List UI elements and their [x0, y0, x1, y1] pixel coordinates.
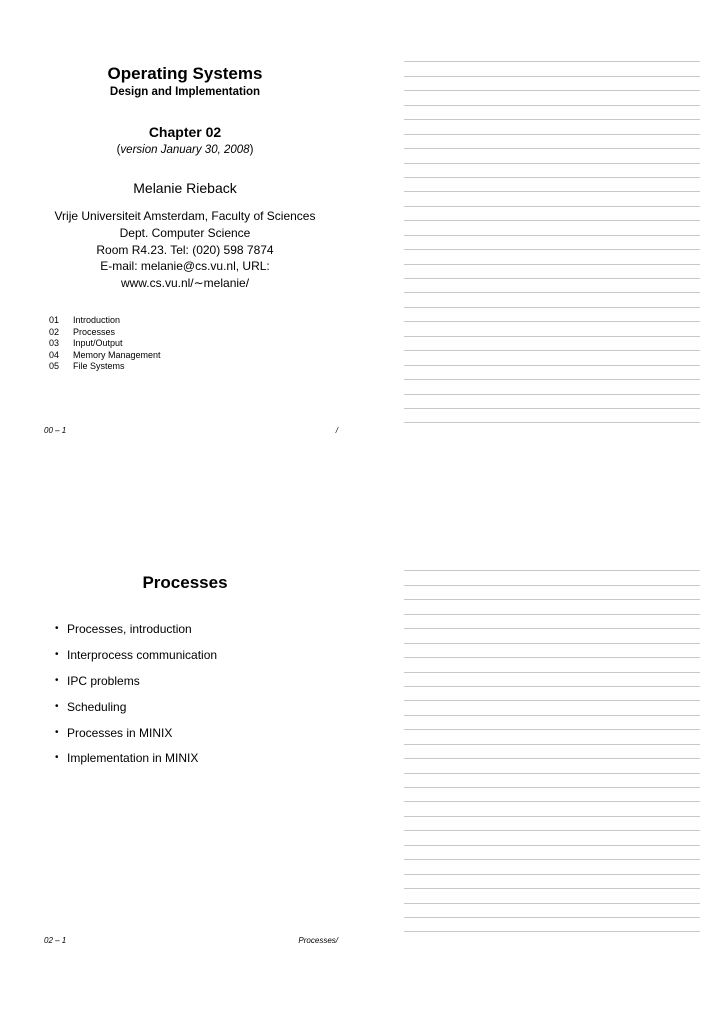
toc-label: Memory Management [73, 349, 161, 360]
bullet-text: Processes, introduction [67, 622, 192, 636]
list-item [55, 726, 217, 752]
note-line [404, 817, 700, 831]
bullet-icon: • [55, 726, 59, 738]
slide-footer-right: / [335, 426, 338, 435]
note-line [404, 265, 700, 279]
toc-item [49, 338, 161, 350]
note-line [404, 673, 700, 687]
note-line [404, 860, 700, 874]
note-line [404, 730, 700, 744]
toc-label: Introduction [73, 315, 121, 325]
note-line [404, 120, 700, 134]
slide-1 [0, 0, 380, 470]
version-close-paren: ) [249, 144, 254, 156]
slide-2 [0, 520, 380, 990]
note-line [404, 164, 700, 178]
note-line [404, 904, 700, 918]
note-line [404, 802, 700, 816]
note-line [404, 221, 700, 235]
note-line [404, 586, 700, 600]
bullet-icon: • [55, 700, 59, 712]
bullet-text: IPC problems [67, 673, 140, 688]
bullet-text: Implementation in MINIX [67, 751, 199, 766]
note-line [404, 788, 700, 802]
bullet-text: Processes in MINIX [67, 725, 173, 740]
note-line [404, 716, 700, 730]
list-item [55, 648, 217, 674]
bullet-icon: • [55, 648, 59, 660]
list-item [55, 751, 217, 777]
note-line [404, 615, 700, 629]
bullet-icon: • [55, 623, 59, 634]
note-line [404, 322, 700, 336]
note-line [404, 557, 700, 571]
note-line [404, 831, 700, 845]
note-line [404, 875, 700, 889]
slide-subtitle: Design and Implementation [109, 86, 261, 98]
note-line [404, 745, 700, 759]
list-item [55, 622, 217, 648]
toc-number: 05 [49, 361, 60, 371]
note-line [404, 366, 700, 380]
notes-lines-2 [404, 557, 700, 932]
note-line [404, 629, 700, 643]
version-text: version January 30, 2008 [120, 144, 250, 156]
note-line [404, 178, 700, 192]
list-item [55, 674, 217, 700]
note-line [404, 207, 700, 221]
affiliation-line: Room R4.23. Tel: (020) 598 7874 [96, 242, 274, 257]
note-line [404, 236, 700, 250]
toc-number: 01 [49, 315, 60, 325]
affiliation-line: Vrije Universiteit Amsterdam, Faculty of Sciences [54, 209, 316, 223]
toc-item [49, 361, 161, 373]
note-line [404, 380, 700, 394]
bullet-list [55, 622, 217, 777]
table-of-contents [49, 315, 161, 373]
affiliation-block [0, 208, 370, 292]
note-line [404, 337, 700, 351]
note-line [404, 308, 700, 322]
list-item [55, 700, 217, 726]
slide-footer-left: 02 – 1 [44, 936, 67, 945]
note-line [404, 918, 700, 932]
note-line [404, 846, 700, 860]
note-line [404, 351, 700, 365]
toc-label: Processes [73, 326, 116, 337]
note-line [404, 192, 700, 206]
toc-label: File Systems [73, 361, 125, 371]
note-line [404, 774, 700, 788]
toc-item [49, 350, 161, 362]
affiliation-line: E-mail: melanie@cs.vu.nl, URL: [100, 259, 270, 274]
note-line [404, 644, 700, 658]
note-line [404, 571, 700, 585]
note-line [404, 759, 700, 773]
bullet-text: Scheduling [67, 699, 127, 714]
note-line [404, 395, 700, 409]
note-line [404, 293, 700, 307]
slide-footer-left: 00 – 1 [44, 426, 67, 435]
toc-number: 03 [49, 338, 60, 348]
toc-item [49, 315, 161, 327]
note-line [404, 250, 700, 264]
slide-title: Processes [142, 573, 228, 592]
note-line [404, 701, 700, 715]
note-line [404, 600, 700, 614]
note-line [404, 658, 700, 672]
note-line [404, 409, 700, 423]
author-name: Melanie Rieback [133, 180, 237, 196]
slide-title: Operating Systems [107, 64, 263, 83]
bullet-icon: • [55, 674, 59, 686]
notes-lines-1 [404, 48, 700, 423]
note-line [404, 135, 700, 149]
affiliation-line: Dept. Computer Science [119, 225, 251, 240]
note-line [404, 687, 700, 701]
chapter-heading: Chapter 02 [148, 124, 222, 140]
version-line [0, 144, 370, 156]
slide-footer-right: Processes/ [298, 936, 338, 945]
bullet-text: Interprocess communication [67, 647, 218, 662]
note-line [404, 77, 700, 91]
toc-label: Input/Output [73, 338, 123, 348]
note-line [404, 62, 700, 76]
bullet-icon: • [55, 752, 59, 764]
affiliation-line: www.cs.vu.nl/∼melanie/ [120, 276, 250, 291]
note-line [404, 149, 700, 163]
toc-item [49, 327, 161, 339]
note-line [404, 889, 700, 903]
toc-number: 04 [49, 349, 60, 360]
note-line [404, 106, 700, 120]
note-line [404, 279, 700, 293]
version-open-paren: ( [116, 144, 121, 156]
toc-number: 02 [49, 326, 60, 337]
note-line [404, 48, 700, 62]
note-line [404, 91, 700, 105]
